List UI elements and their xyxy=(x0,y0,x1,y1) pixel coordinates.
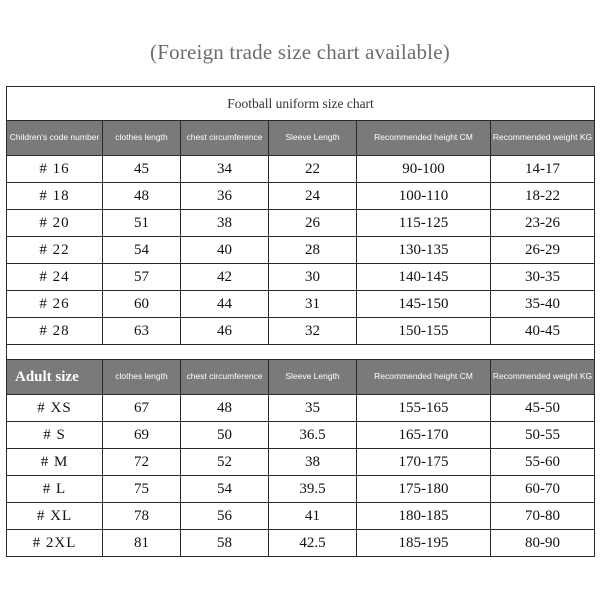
cell-sleeve: 38 xyxy=(269,449,357,476)
cell-weight: 26-29 xyxy=(491,237,595,264)
cell-weight: 45-50 xyxy=(491,395,595,422)
cell-height: 165-170 xyxy=(357,422,491,449)
cell-clothes-length: 48 xyxy=(103,183,181,210)
cell-clothes-length: 51 xyxy=(103,210,181,237)
cell-weight: 23-26 xyxy=(491,210,595,237)
cell-height: 100-110 xyxy=(357,183,491,210)
cell-weight: 70-80 xyxy=(491,503,595,530)
table-row xyxy=(7,530,595,557)
cell-code: # M xyxy=(7,449,103,476)
cell-chest: 38 xyxy=(181,210,269,237)
table-row xyxy=(7,237,595,264)
column-header-chest-circumference-adult: chest circumference xyxy=(181,360,269,395)
cell-chest: 34 xyxy=(181,156,269,183)
cell-code: # 18 xyxy=(7,183,103,210)
cell-weight: 80-90 xyxy=(491,530,595,557)
cell-height: 130-135 xyxy=(357,237,491,264)
column-header-recommended-weight: Recommended weight KG xyxy=(491,121,595,156)
table-spacer-row xyxy=(7,345,595,360)
cell-height: 185-195 xyxy=(357,530,491,557)
cell-clothes-length: 78 xyxy=(103,503,181,530)
adult-header-row xyxy=(7,360,595,395)
cell-clothes-length: 75 xyxy=(103,476,181,503)
cell-chest: 56 xyxy=(181,503,269,530)
table-row xyxy=(7,503,595,530)
column-header-clothes-length: clothes length xyxy=(103,121,181,156)
table-caption-row xyxy=(7,87,595,121)
cell-sleeve: 22 xyxy=(269,156,357,183)
table-title: Football uniform size chart xyxy=(7,87,595,121)
column-header-recommended-height: Recommended height CM xyxy=(357,121,491,156)
cell-height: 155-165 xyxy=(357,395,491,422)
cell-clothes-length: 67 xyxy=(103,395,181,422)
cell-weight: 40-45 xyxy=(491,318,595,345)
column-header-recommended-height-adult: Recommended height CM xyxy=(357,360,491,395)
table-row xyxy=(7,264,595,291)
cell-weight: 55-60 xyxy=(491,449,595,476)
cell-height: 180-185 xyxy=(357,503,491,530)
cell-chest: 40 xyxy=(181,237,269,264)
cell-code: # XS xyxy=(7,395,103,422)
cell-code: # 16 xyxy=(7,156,103,183)
column-header-sleeve-length: Sleeve Length xyxy=(269,121,357,156)
cell-weight: 50-55 xyxy=(491,422,595,449)
cell-chest: 50 xyxy=(181,422,269,449)
cell-code: # 24 xyxy=(7,264,103,291)
cell-height: 175-180 xyxy=(357,476,491,503)
cell-sleeve: 31 xyxy=(269,291,357,318)
cell-weight: 60-70 xyxy=(491,476,595,503)
cell-sleeve: 42.5 xyxy=(269,530,357,557)
cell-weight: 30-35 xyxy=(491,264,595,291)
cell-sleeve: 24 xyxy=(269,183,357,210)
cell-clothes-length: 72 xyxy=(103,449,181,476)
cell-code: # 22 xyxy=(7,237,103,264)
cell-code: # S xyxy=(7,422,103,449)
page-title: (Foreign trade size chart available) xyxy=(150,40,450,64)
cell-clothes-length: 69 xyxy=(103,422,181,449)
column-header-recommended-weight-adult: Recommended weight KG xyxy=(491,360,595,395)
cell-chest: 46 xyxy=(181,318,269,345)
cell-clothes-length: 54 xyxy=(103,237,181,264)
cell-height: 115-125 xyxy=(357,210,491,237)
cell-code: # XL xyxy=(7,503,103,530)
cell-height: 150-155 xyxy=(357,318,491,345)
cell-sleeve: 30 xyxy=(269,264,357,291)
column-header-clothes-length-adult: clothes length xyxy=(103,360,181,395)
table-row xyxy=(7,476,595,503)
football-uniform-size-table xyxy=(6,86,595,557)
cell-code: # 20 xyxy=(7,210,103,237)
column-header-adult-size: Adult size xyxy=(7,360,103,395)
cell-sleeve: 35 xyxy=(269,395,357,422)
table-row xyxy=(7,291,595,318)
table-row xyxy=(7,210,595,237)
cell-chest: 36 xyxy=(181,183,269,210)
cell-sleeve: 36.5 xyxy=(269,422,357,449)
table-row xyxy=(7,183,595,210)
column-header-chest-circumference: chest circumference xyxy=(181,121,269,156)
table-row xyxy=(7,449,595,476)
spacer-cell xyxy=(7,345,595,360)
cell-sleeve: 39.5 xyxy=(269,476,357,503)
size-chart-container xyxy=(6,86,594,557)
cell-chest: 44 xyxy=(181,291,269,318)
cell-chest: 48 xyxy=(181,395,269,422)
cell-code: # L xyxy=(7,476,103,503)
table-row xyxy=(7,318,595,345)
cell-code: # 26 xyxy=(7,291,103,318)
cell-height: 90-100 xyxy=(357,156,491,183)
cell-clothes-length: 63 xyxy=(103,318,181,345)
cell-height: 145-150 xyxy=(357,291,491,318)
cell-chest: 52 xyxy=(181,449,269,476)
cell-clothes-length: 81 xyxy=(103,530,181,557)
cell-code: # 28 xyxy=(7,318,103,345)
cell-height: 140-145 xyxy=(357,264,491,291)
cell-weight: 18-22 xyxy=(491,183,595,210)
cell-sleeve: 32 xyxy=(269,318,357,345)
cell-clothes-length: 57 xyxy=(103,264,181,291)
cell-chest: 54 xyxy=(181,476,269,503)
cell-chest: 58 xyxy=(181,530,269,557)
cell-clothes-length: 60 xyxy=(103,291,181,318)
column-header-sleeve-length-adult: Sleeve Length xyxy=(269,360,357,395)
cell-code: # 2XL xyxy=(7,530,103,557)
cell-sleeve: 28 xyxy=(269,237,357,264)
children-header-row xyxy=(7,121,595,156)
table-row xyxy=(7,395,595,422)
cell-height: 170-175 xyxy=(357,449,491,476)
cell-clothes-length: 45 xyxy=(103,156,181,183)
cell-sleeve: 26 xyxy=(269,210,357,237)
table-row xyxy=(7,422,595,449)
cell-sleeve: 41 xyxy=(269,503,357,530)
cell-weight: 14-17 xyxy=(491,156,595,183)
column-header-children-code: Children's code number xyxy=(7,121,103,156)
cell-weight: 35-40 xyxy=(491,291,595,318)
cell-chest: 42 xyxy=(181,264,269,291)
table-row xyxy=(7,156,595,183)
